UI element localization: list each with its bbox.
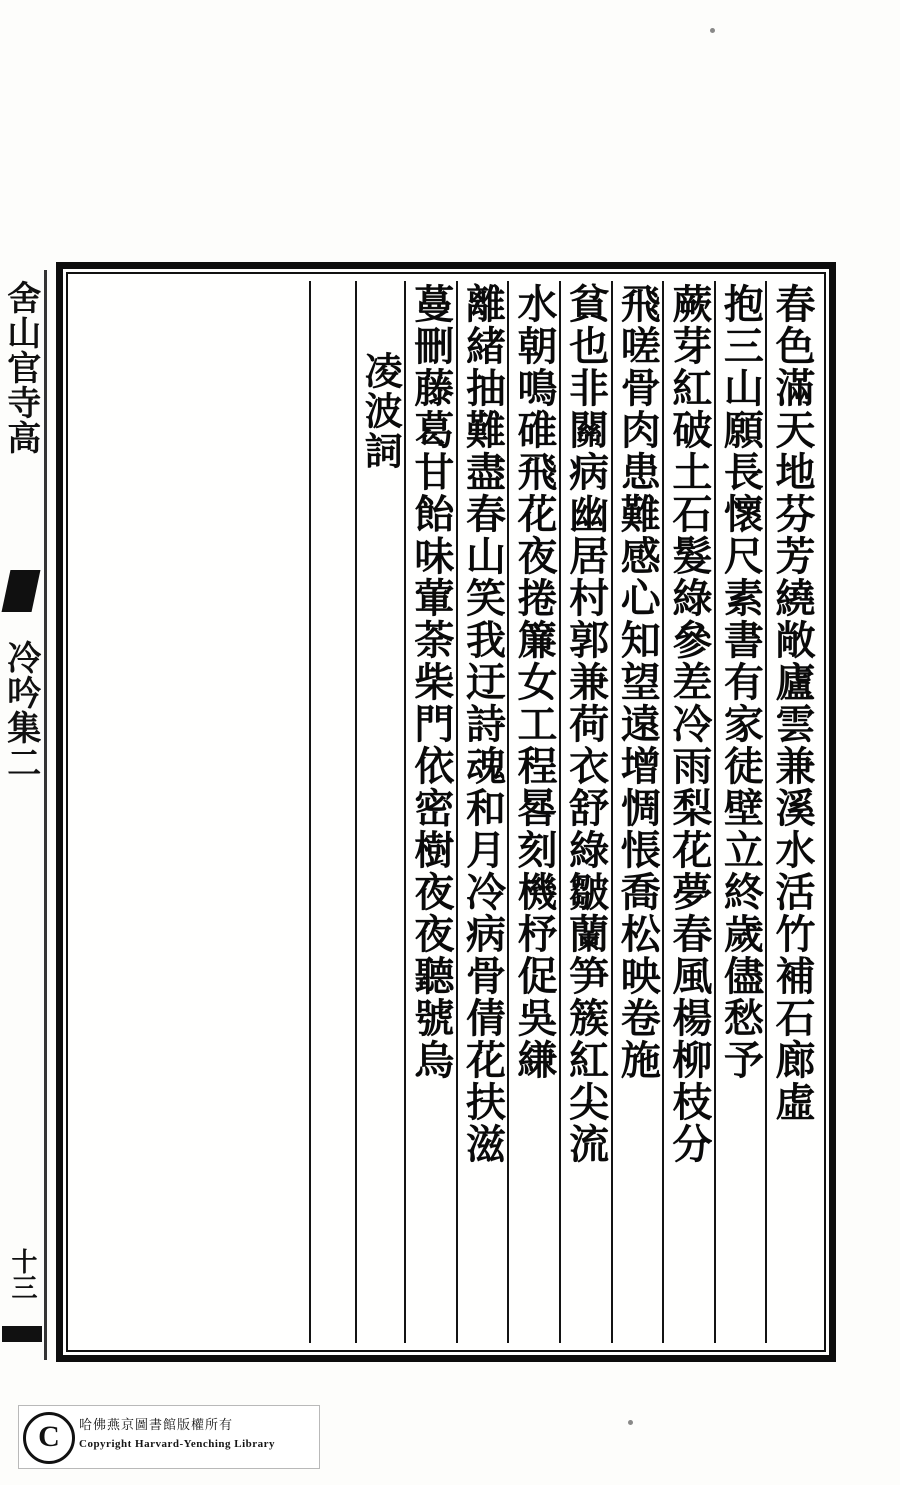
text-column-2: 抱三山願長懷尺素書有家徒壁立終歲儘愁予 xyxy=(714,281,766,1343)
vertical-text-area xyxy=(75,281,817,1343)
stamp-text-english: Copyright Harvard-Yenching Library xyxy=(79,1438,276,1450)
spine-fish-tail-mark xyxy=(2,570,41,612)
spine-margin xyxy=(0,270,60,1360)
spine-page-number: 十三 xyxy=(7,1248,37,1300)
stamp-text-chinese: 哈佛燕京圖書館版權所有 xyxy=(79,1418,234,1433)
text-column-3: 蕨芽紅破土石髮綠參差冷雨梨花夢春風楊柳枝分 xyxy=(662,281,714,1343)
text-column-6: 水朝鳴碓飛花夜捲簾女工程晷刻機杼促吳縑 xyxy=(507,281,559,1343)
poem-title-column: 凌波詞 xyxy=(355,281,405,1343)
text-block-frame xyxy=(56,262,836,1362)
library-copyright-stamp xyxy=(18,1405,320,1469)
spine-title: 舍山官寺高 xyxy=(0,280,41,455)
spine-bottom-bar xyxy=(2,1326,42,1342)
text-column-8: 蔓刪藤葛甘飴味葷荼柴門依密樹夜夜聽號烏 xyxy=(404,281,456,1343)
copyright-icon: C xyxy=(23,1412,75,1464)
spine-volume: 冷吟集二 xyxy=(0,640,41,780)
text-column-1: 春色滿天地芬芳繞敞廬雲兼溪水活竹補石廊虛 xyxy=(765,281,817,1343)
text-column-7: 離緒抽難盡春山笑我迂詩魂和月冷病骨倩花扶滋 xyxy=(456,281,508,1343)
blank-column xyxy=(309,281,355,1343)
text-column-4: 飛嗟骨肉患難感心知望遠增惆悵喬松映卷施 xyxy=(611,281,663,1343)
spine-rule xyxy=(44,270,47,1360)
paper-speck xyxy=(628,1420,633,1425)
paper-speck xyxy=(710,28,715,33)
text-column-5: 貧也非關病幽居村郭兼荷衣舒綠皺蘭笋簇紅尖流 xyxy=(559,281,611,1343)
